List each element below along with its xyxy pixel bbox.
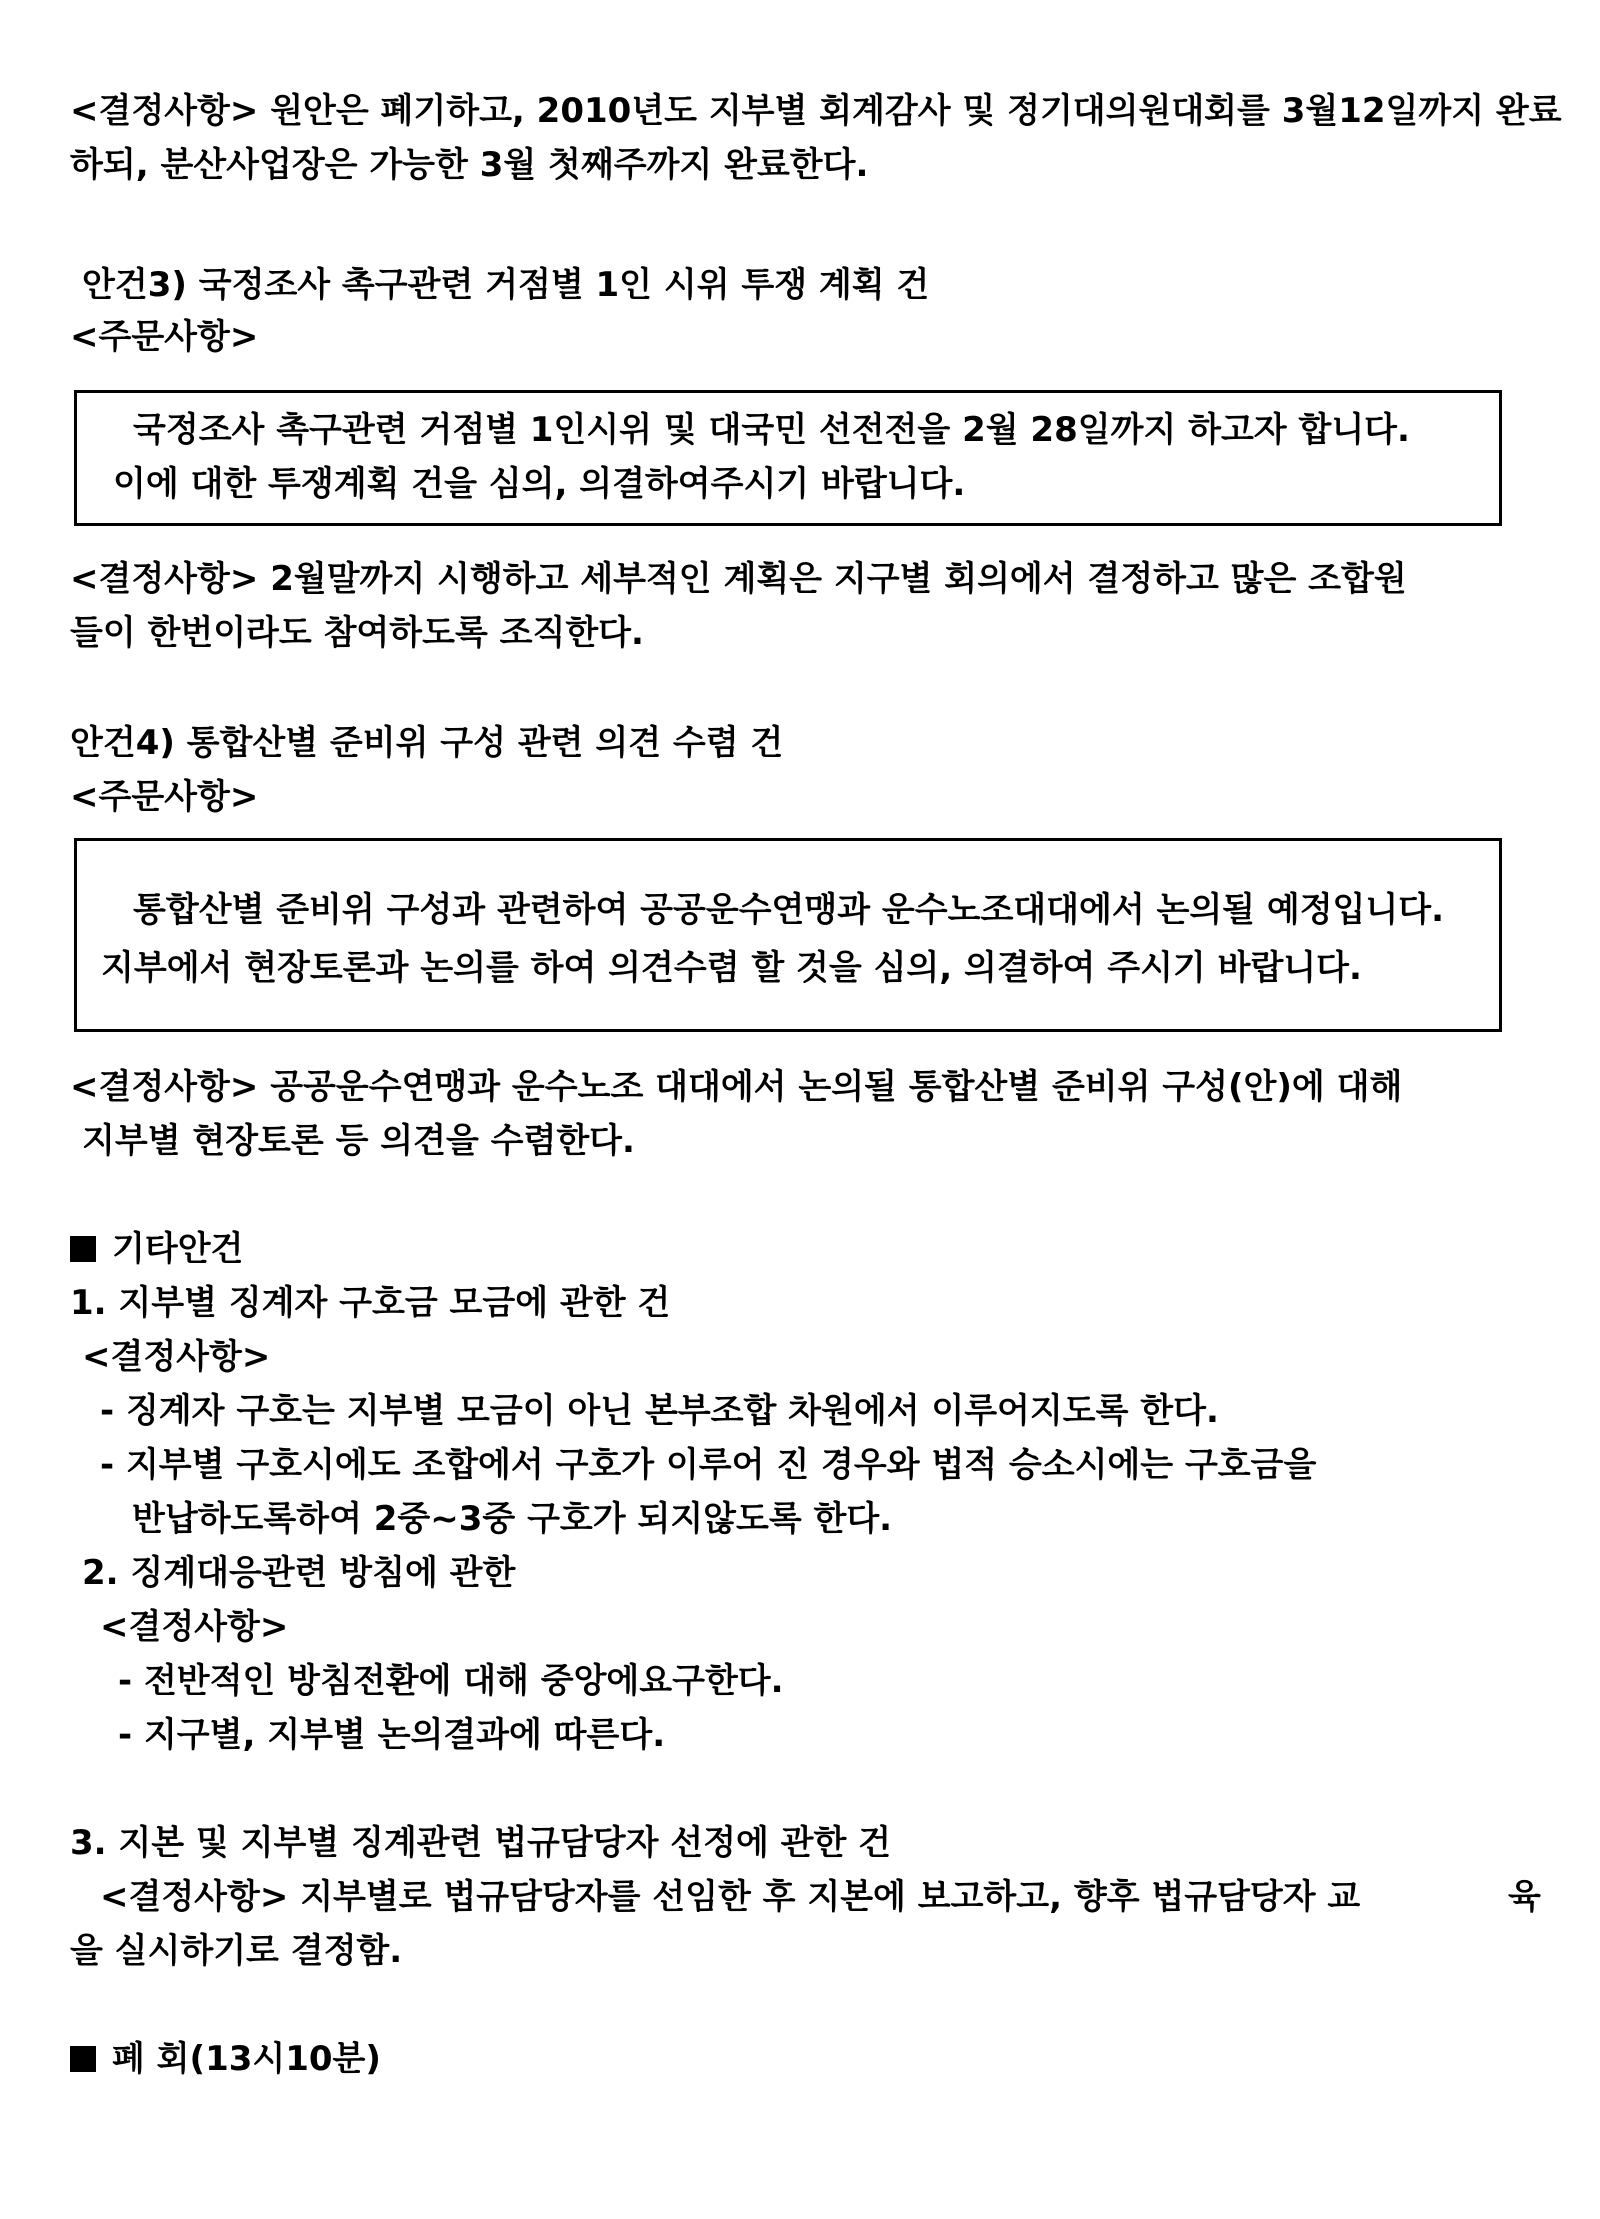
- agenda3-decision-line2: 들이 한번이라도 참여하도록 조직한다.: [70, 613, 644, 653]
- other-item2-bullet1: - 전반적인 방침전환에 대해 중앙에요구한다.: [118, 1661, 784, 1701]
- agenda3-box-line2: 이에 대한 투쟁계획 건을 심의, 의결하여주시기 바랍니다.: [113, 464, 966, 504]
- agenda3-title: 안건3) 국정조사 촉구관련 거점별 1인 시위 투쟁 계획 건: [82, 265, 930, 305]
- other-item3-decision-line1-end: 육: [1508, 1877, 1541, 1917]
- other-item2-bullet2: - 지구별, 지부별 논의결과에 따른다.: [118, 1715, 666, 1755]
- agenda3-order-label: <주문사항>: [70, 317, 259, 357]
- agenda4-decision-line2: 지부별 현장토론 등 의견을 수렴한다.: [82, 1121, 635, 1161]
- other-item1-bullet2-line2: 반납하도록하여 2중~3중 구호가 되지않도록 한다.: [132, 1499, 893, 1539]
- agenda4-decision-line1: <결정사항> 공공운수연맹과 운수노조 대대에서 논의될 통합산별 준비위 구성(안)에 대해: [70, 1067, 1403, 1107]
- square-bullet-icon: [70, 2046, 96, 2072]
- agenda4-title: 안건4) 통합산별 준비위 구성 관련 의견 수렴 건: [70, 723, 784, 763]
- other-item1-bullet2-line1: - 지부별 구호시에도 조합에서 구호가 이루어 진 경우와 법적 승소시에는 구호금을: [100, 1445, 1317, 1485]
- other-item3-decision-line2: 을 실시하기로 결정함.: [70, 1931, 403, 1971]
- agenda2-decision-line1: <결정사항> 원안은 폐기하고, 2010년도 지부별 회계감사 및 정기대의원대회를 3월12일까지 완료: [70, 91, 1562, 131]
- closing-line: [70, 2036, 381, 2082]
- agenda4-box-line1: 통합산별 준비위 구성과 관련하여 공공운수연맹과 운수노조대대에서 논의될 예정입니다.: [133, 890, 1444, 930]
- agenda2-decision-line2: 하되, 분산사업장은 가능한 3월 첫째주까지 완료한다.: [70, 145, 869, 185]
- agenda3-box-line1: 국정조사 촉구관련 거점별 1인시위 및 대국민 선전전을 2월 28일까지 하고자 합니다.: [133, 410, 1410, 450]
- other-item1-decision-label: <결정사항>: [82, 1337, 271, 1377]
- other-agenda-heading-text: 기타안건: [112, 1229, 244, 1269]
- other-item1-bullet1: - 징계자 구호는 지부별 모금이 아닌 본부조합 차원에서 이루어지도록 한다.: [100, 1391, 1219, 1431]
- square-bullet-icon: [70, 1236, 96, 1262]
- other-agenda-heading: [70, 1226, 243, 1272]
- agenda4-box-line2: 지부에서 현장토론과 논의를 하여 의견수렴 할 것을 심의, 의결하여 주시기 바랍니다.: [101, 948, 1362, 988]
- other-item2-title: 2. 징계대응관련 방침에 관한: [82, 1553, 516, 1593]
- other-item3-decision-line1: <결정사항> 지부별로 법규담당자를 선임한 후 지본에 보고하고, 향후 법규담당자 교: [100, 1877, 1361, 1917]
- agenda3-order-box: [74, 390, 1502, 526]
- agenda4-order-label: <주문사항>: [70, 777, 259, 817]
- other-item2-decision-label: <결정사항>: [100, 1607, 289, 1647]
- other-item3-title: 3. 지본 및 지부별 징계관련 법규담당자 선정에 관한 건: [70, 1823, 891, 1863]
- closing-text: 폐 회(13시10분): [112, 2039, 381, 2079]
- other-item1-title: 1. 지부별 징계자 구호금 모금에 관한 건: [70, 1283, 671, 1323]
- agenda4-order-box: [74, 838, 1502, 1032]
- agenda3-decision-line1: <결정사항> 2월말까지 시행하고 세부적인 계획은 지구별 회의에서 결정하고 많은 조합원: [70, 559, 1407, 599]
